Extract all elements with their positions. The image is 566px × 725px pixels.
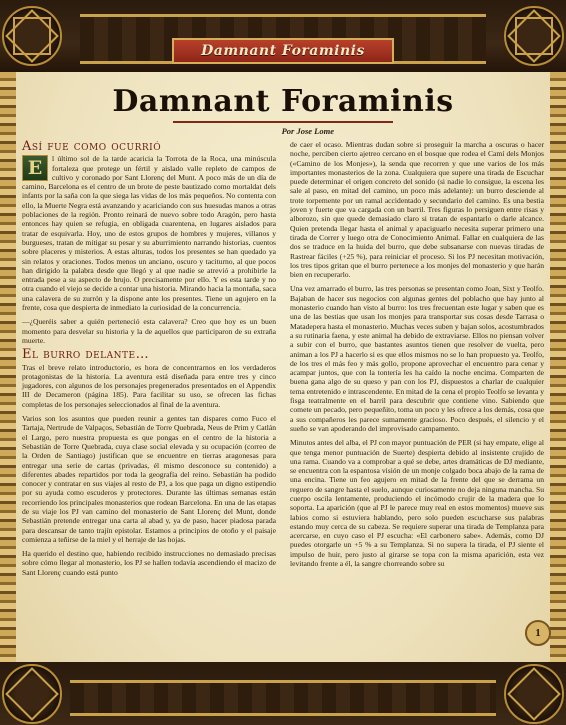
celtic-knot-icon — [504, 6, 564, 66]
paragraph: de caer el ocaso. Mientras dudan sobre si proseguir la marcha a oscuras o hacer noche, perciben cierto ajetreo cercano en el bosque que rodea el Camí dels Monjos («Camino de los Monjes»), la senda que recorren y que une varios de los más importantes monasterios de la zona. Cualquiera que supere una tirada de Escuchar puede determinar el origen concreto del sonido (si nadie lo consigue, la escena les sale al paso, en mitad del camino, un poco más adelante): un burro desciende al trote torpemente por un ramal accidentado y secundario del camino. Es una bestia joven y fuerte que va cargada con un barril. Tres figuras lo persiguen entre risas y alborozo, sin que quede demasiado claro si tratan de espantarlo o darle alcance. Quien pretenda llegar hasta el animal y apaciguarlo necesita superar primero una tirada de Correr y luego otra de Conocimiento Animal. Fallar en cualquiera de las dos se traduce en la huida del burro, que debe subsanarse con nuevas tiradas de Rastrear fáciles (+25 %), para reiniciar el proceso. Si los PJ necesitan motivación, los tres tipos gritan que el burro pertenece a los monjes del monasterio y que harán bien en recuperarlo. — [290, 140, 544, 280]
dropcap: E — [22, 155, 48, 181]
paragraph: Tras el breve relato introductorio, es hora de concentrarnos en los verdaderos protagonistas de la historia. La aventura está diseñada para entre tres y cinco jugadores, con algunos de los personajes pregenerados presentados en el Appendix III de Decameron (página 185). Para facilitar su uso, se ofrecen las fichas completas de los personajes seleccionados al final de la aventura. — [22, 362, 276, 409]
ribbon-title: Damnant Foraminis — [201, 43, 365, 59]
left-border — [0, 72, 16, 662]
left-column — [22, 138, 276, 582]
paragraph: Varios son los asuntos que pueden reunir a gentes tan dispares como Fuco el Tartaja, Nertrude de Valpaços, Sebastián de Torre Quebrada, Neus de Prim y Catlán el Largo, pero nuestra propuesta es que pongas en el centro de la historia a Sebastián de Torre Quebrada, cuya clase social elevada y su ocupación (correo de la Orden de Santiago) justifican que se encuentre en tierras aragonesas para entregar una serie de cartas (privadas, él mismo desconoce su contenido) a diferentes abades repartidos por toda la geografía del reino. Sebastián ha podido conocer y contratar en sus viajes al resto de PJ, a los que paga un digno estipendio por su ayuda como escuderos y protectores. Durante las últimas semanas están recorriendo los principales monasterios que rodean Barcelona. En una de las etapas de su viaje los PJ van camino del monasterio de Sant Llorenç del Munt, donde Sebastián pretende entregar una carta al abad y, ya de paso, hacer piadosa parada para descansar de tanto trajín epistolar. Estamos a principios de otoño y el paisaje comienza a teñirse de la miel y el herraje de las hojas. — [22, 414, 277, 544]
section-heading: Así fue como ocurrió — [22, 139, 162, 154]
footer-band — [0, 662, 566, 725]
paragraph: Minutos antes del alba, el PJ con mayor puntuación de PER (si hay empate, elige al que tenga menor puntuación de Suerte) despierta debido al insistente crujido de una rama. Cuando va a comprobar a qué se debe, artes dramáticas de DJ mediante, se encuentra con la espantosa visión de un monje colgado boca abajo de la rama de una encina. Tiene un feo agujero en mitad de la frente del que se derrama un reguero de sangre hasta el suelo, aunque curiosamente no deja ninguna mancha. Su cuerpo oscila lentamente, produciendo el incómodo crujir de la madera que lo soporta. La aparición (que al PJ le parece muy real en estos momentos) mueve sus labios como si estuviera hablando, pero solo pueden escucharse sus palabras estando muy cerca de su cabeza. Se requiere superar una tirada de Templanza para acercarse, en cuyo caso el PJ escucha: «El carbonero sabe». Además, como DJ puedes otorgarle un +5 % a su Templanza. Si no supera la tirada, el PJ siente el impulso de huir, pero justo al girarse se topa con la misma aparición, esta vez levitando frente a él, la sangre chorreando sobre su — [290, 438, 544, 569]
paragraph-text: l último sol de la tarde acaricia la Torrota de la Roca, una minúscula fortaleza que protege un fértil y aislado valle repleto de campos de cultivo y coronado por Sant Llorenç del Munt. A poco más de un día de camino, Barcelona es el centro de un brote de peste bautizado como mortaldat dels infants por la saña con la que siega las vidas de los más pequeños. No contenta con ello, la Muerte Negra está avanzando y acariciando con sus huesudas manos a otras poblaciones de la región. Pronto reinará de nuevo sobre todo Aragón, pero hasta entonces hay quien se refugia, en obligada cuarentena, en lugares aislados para tratar de esquivarla. Hoy, uno de estos grupos de hombres y mujeres, villanos y burgueses, tratan de mitigar su pesar y su aburrimiento narrando historias, cuentos sobre placeres y misterios. A estas alturas, todos los presentes se han quedado ya sin relatos y oraciones. Todos menos un anciano, oscuro y taciturno, al que pocos han dirigido la palabra desde que llegó y al que nadie se atrevió a prohibirle la entrada pese a su aspecto de brujo. O precisamente por ello. Y es esta tarde y no otra cuando el viejo se decide a contar una historia. Mirando hacia la montaña, saca una calavera de su zurrón y la dispone ante los presentes. Tiene un agujero en la frente, cosa que despierta de inmediato la curiosidad de la concurrencia. — [22, 154, 276, 313]
byline: Por Jose Lome — [281, 126, 334, 136]
header-band — [0, 0, 566, 72]
page-number: 1 — [525, 620, 551, 646]
paragraph: —¿Queréis saber a quién perteneció esta calavera? Creo que hoy es un buen momento para desvelar su historia y la de aquellos que participaron de su extraña muerte. — [22, 317, 276, 345]
paragraph: Una vez amarrado el burro, las tres personas se presentan como Joan, Sixt y Teolfo. Bajaban de hacer sus negocios con algunas gentes del poblacho que hay junto al monasterio cuando han visto al burro: los tres frecuentan este lugar y saben que es una de las bestias que usan los monjes para transportar sus cosas desde Tarrasa o Matadepera hasta el monasterio. Muchas veces suben y bajan solos, acostumbrados a su rutinaria faena, y este animal ha debido de extraviarse. Ellos no piensan volver a subir con el burro, que bastantes asuntos tienen que resolver de vuelta, pero animan a los PJ a hacerlo si es que ellos mismos no se lo han propuesto ya. Teolfo, de los tres el más feo y más gollo, propone aprovechar el encuentro para cenar y acampar juntos, que con la tontería les ha caído la noche encima. Comparten de buena gana algo de su queso y pan con los PJ, dispuestos a charlar de cualquier tema entretenido e intrascendente. En mitad de la cena el propio Teolfo se levanta y fisga teatralmente en el barril para descubrir que contiene vino. Sabiendo que comete un pecado, pero pequeñito, toma un poco y les ofrece a los demás, cosa que a sus compañeros les parece sumamente gracioso. Poco después, el silencio y el sueño se van apoderando del improvisado campamento. — [290, 284, 544, 433]
header-ribbon — [172, 38, 394, 64]
celtic-knot-icon — [2, 6, 62, 66]
right-column — [290, 140, 544, 573]
paragraph: Ha querido el destino que, habiendo recibido instrucciones no demasiado precisas sobre cómo llegar al monasterio, los PJ se hallen todavía ascendiendo el macizo de Sant Llorenç cuando está punto — [22, 549, 276, 577]
celtic-knot-icon — [2, 664, 62, 724]
right-border — [550, 72, 566, 662]
paragraph — [22, 154, 276, 312]
celtic-knot-icon — [504, 664, 564, 724]
footer-ornament — [70, 680, 496, 716]
section-heading: El burro delante… — [22, 347, 150, 363]
page-title: Damnant Foraminis — [0, 84, 566, 123]
